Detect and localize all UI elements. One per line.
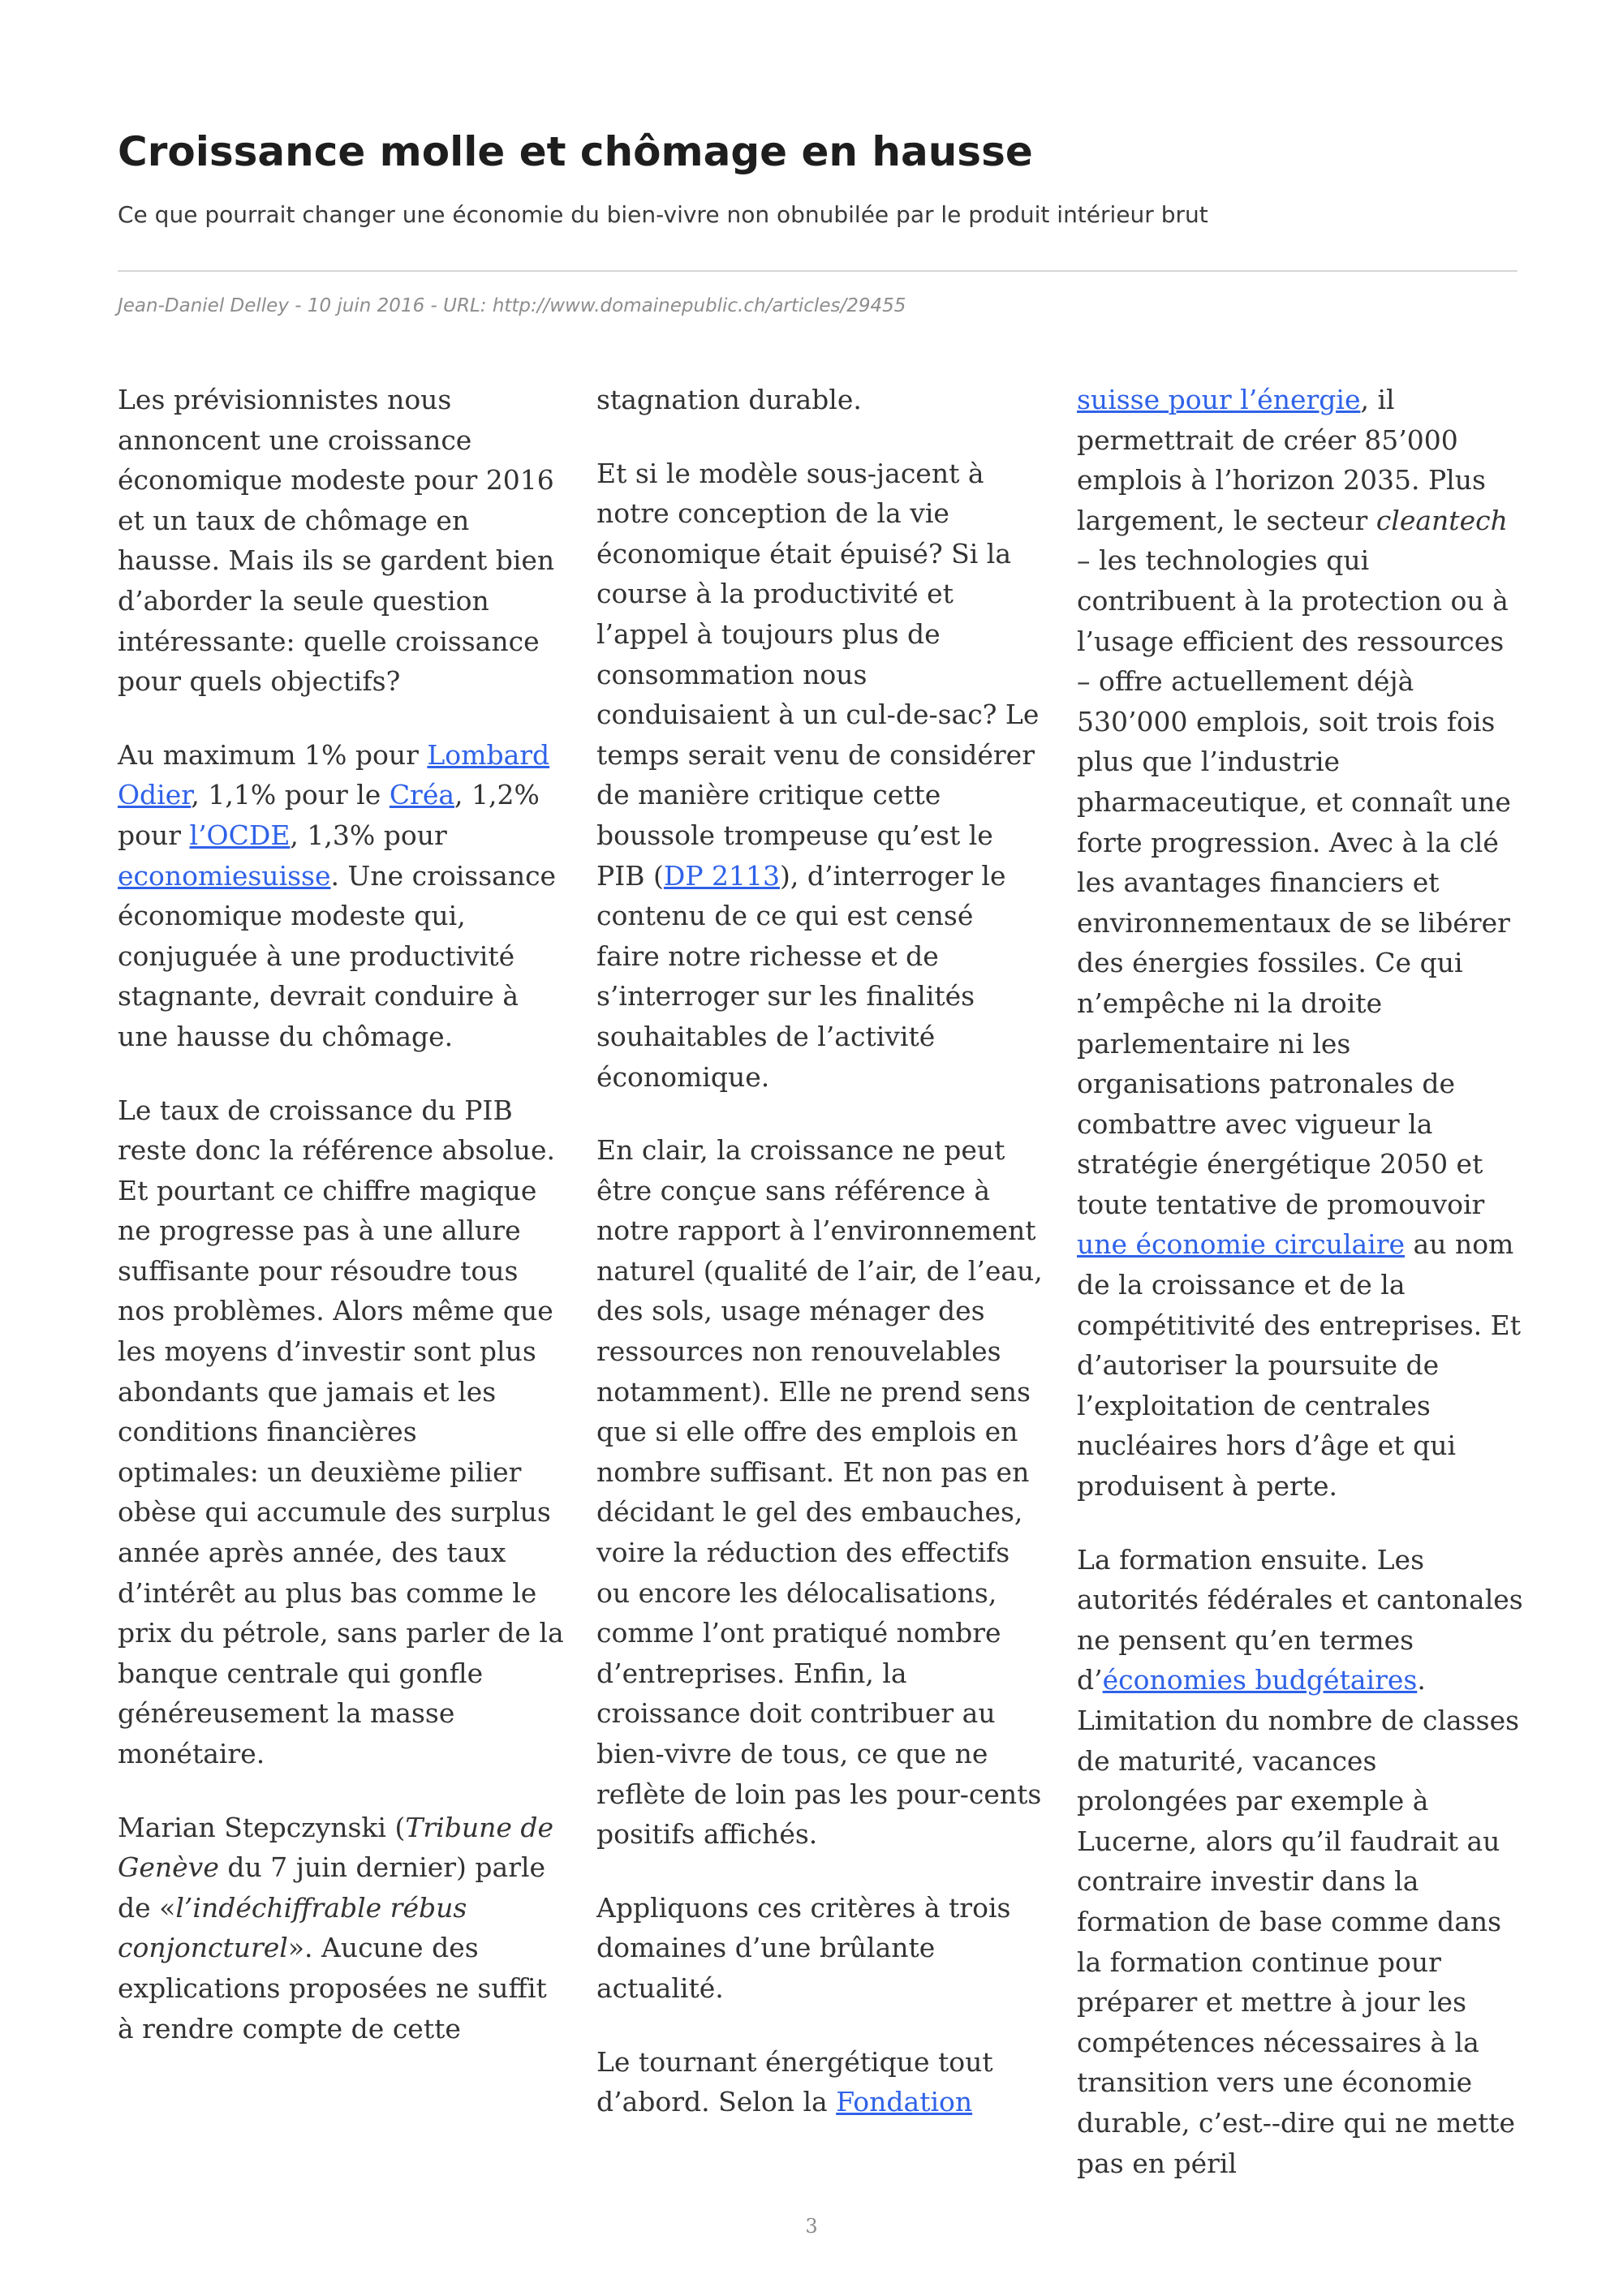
link-ocde[interactable]: l’OCDE [189,819,291,851]
paragraph [596,454,1043,1098]
paragraph [596,2042,1043,2122]
article-subtitle: Ce que pourrait changer une économie du bien-vivre non obnubilée par le produit intérieur brut [118,201,1208,228]
text-column-3 [1077,380,1523,2216]
text-column-1 [118,380,564,2082]
emphasis: l’indéchiffrable rébus conjoncturel [118,1891,467,1964]
paragraph [118,1808,564,2049]
link-crea[interactable]: Créa [389,779,455,811]
emphasis: Tribune de Genève [118,1811,554,1884]
header-divider [118,270,1518,272]
paragraph: En clair, la croissance ne peut être conçue sans référence à notre rapport à l’environnement naturel (qualité de l’air, de l’eau, des sols, usage ménager des ressources non renouvelables notamment). Elle ne prend sens que si elle offre des emplois en nombre suffisant. Et non pas en décidant le gel des embauches, voire la réduction des effectifs ou encore les délocalisations, comme l’ont pratiqué nombre d’entreprises. Enfin, la croissance doit contribuer au bien-vivre de tous, ce que ne reflète de loin pas les pour-cents positifs affichés. [596,1134,1043,1851]
text-run: ), d’interroger le contenu de ce qui est censé faire notre richesse et de s’interroger sur les finalités souhaitables de l’activité économique. [596,859,1006,1093]
link-economie-circulaire[interactable]: une économie circulaire [1077,1228,1406,1261]
paragraph [1077,380,1523,1507]
paragraph [1077,1540,1523,2184]
text-run: Le tournant énergétique tout d’abord. Selon la [596,2045,993,2118]
page-number: 3 [805,2215,818,2238]
text-run: Et si le modèle sous-jacent à notre conception de la vie économique était épuisé? Si la course à la productivité et l’appel à toujours plus de consommation nous conduisaient à un cul-de-sac? Le temps serait venu de considérer de manière critique cette boussole trompeuse qu’est le PIB ( [596,457,1040,892]
emphasis: cleantech [1375,504,1508,536]
text-run: . Une croissance économique modeste qui, conjuguée à une productivité stagnante, devrait conduire à une hausse du chômage. [118,859,557,1052]
link-dp-2113[interactable]: DP 2113 [663,859,780,892]
text-run: , il permettrait de créer 85’000 emplois à l’horizon 2035. Plus largement, le secteur [1077,384,1486,536]
text-run: . Limitation du nombre de classes de maturité, vacances prolongées par exemple à Lucerne, alors qu’il faudrait au contraire investir dans la formation de base comme dans la formation continue pour préparer et mettre à jour les compétences nécessaires à la transition vers une économie durable, c’est--dire qui ne mette pas en péril [1077,1664,1520,2179]
link-lombard-odier[interactable]: Lombard Odier [118,738,550,811]
text-run: – les technologies qui contribuent à la protection ou à l’usage efficient des ressources – offre actuellement déjà 530’000 emplois, soit trois fois plus que l’industrie pharmaceutique, et connaît une forte progression. Avec à la clé les avantages financiers et environnementaux de se libérer des énergies fossiles. Ce qui n’empêche ni la droite parlementaire ni les organisations patronales de combattre avec vigueur la stratégie énergétique 2050 et toute tentative de promouvoir [1077,544,1511,1220]
link-economies-budgetaires[interactable]: économies budgétaires [1102,1664,1418,1696]
text-run: au nom de la croissance et de la compétitivité des entreprises. Et d’autoriser la poursuite de l’exploitation de centrales nucléaires hors d’âge et qui produisent à perte. [1077,1228,1522,1503]
link-fondation-continued[interactable]: suisse pour l’énergie [1077,384,1361,415]
text-column-2 [596,380,1043,2156]
text-run: du 7 juin dernier) parle de « [118,1851,546,1924]
text-run: , 1,1% pour le [191,779,390,811]
link-fondation[interactable]: Fondation [836,2086,973,2118]
text-run: Marian Stepczynski ( [118,1811,406,1843]
text-run: Au maximum 1% pour [118,738,428,771]
link-economiesuisse[interactable]: economiesuisse [118,859,331,892]
paragraph: stagnation durable. [596,384,862,415]
paragraph: Le taux de croissance du PIB reste donc la référence absolue. Et pourtant ce chiffre magique ne progresse pas à une allure suffisante pour résoudre tous nos problèmes. Alors même que les moyens d’investir sont plus abondants que jamais et les conditions financières optimales: un deuxième pilier obèse qui accumule des surplus année après année, des taux d’intérêt au plus bas comme le prix du pétrole, sans parler de la banque centrale qui gonfle généreusement la masse monétaire. [118,1094,564,1769]
text-run: ». Aucune des explications proposées ne suffit à rendre compte de cette [118,1932,547,2044]
paragraph: Appliquons ces critères à trois domaines d’une brûlante actualité. [596,1891,1011,2004]
text-run: , 1,2% pour [118,779,540,851]
paragraph: Les prévisionnistes nous annoncent une croissance économique modeste pour 2016 et un taux de chômage en hausse. Mais ils se gardent bien d’aborder la seule question intéressante: quelle croissance pour quels objectifs? [118,384,555,698]
paragraph [118,735,564,1057]
text-run: , 1,3% pour [290,819,447,851]
article-meta: Jean-Daniel Delley - 10 juin 2016 - URL: http://www.domainepublic.ch/articles/29455 [118,295,906,316]
article-title: Croissance molle et chômage en hausse [118,128,1033,175]
text-run: La formation ensuite. Les autorités fédérales et cantonales ne pensent qu’en termes d’ [1077,1543,1523,1696]
